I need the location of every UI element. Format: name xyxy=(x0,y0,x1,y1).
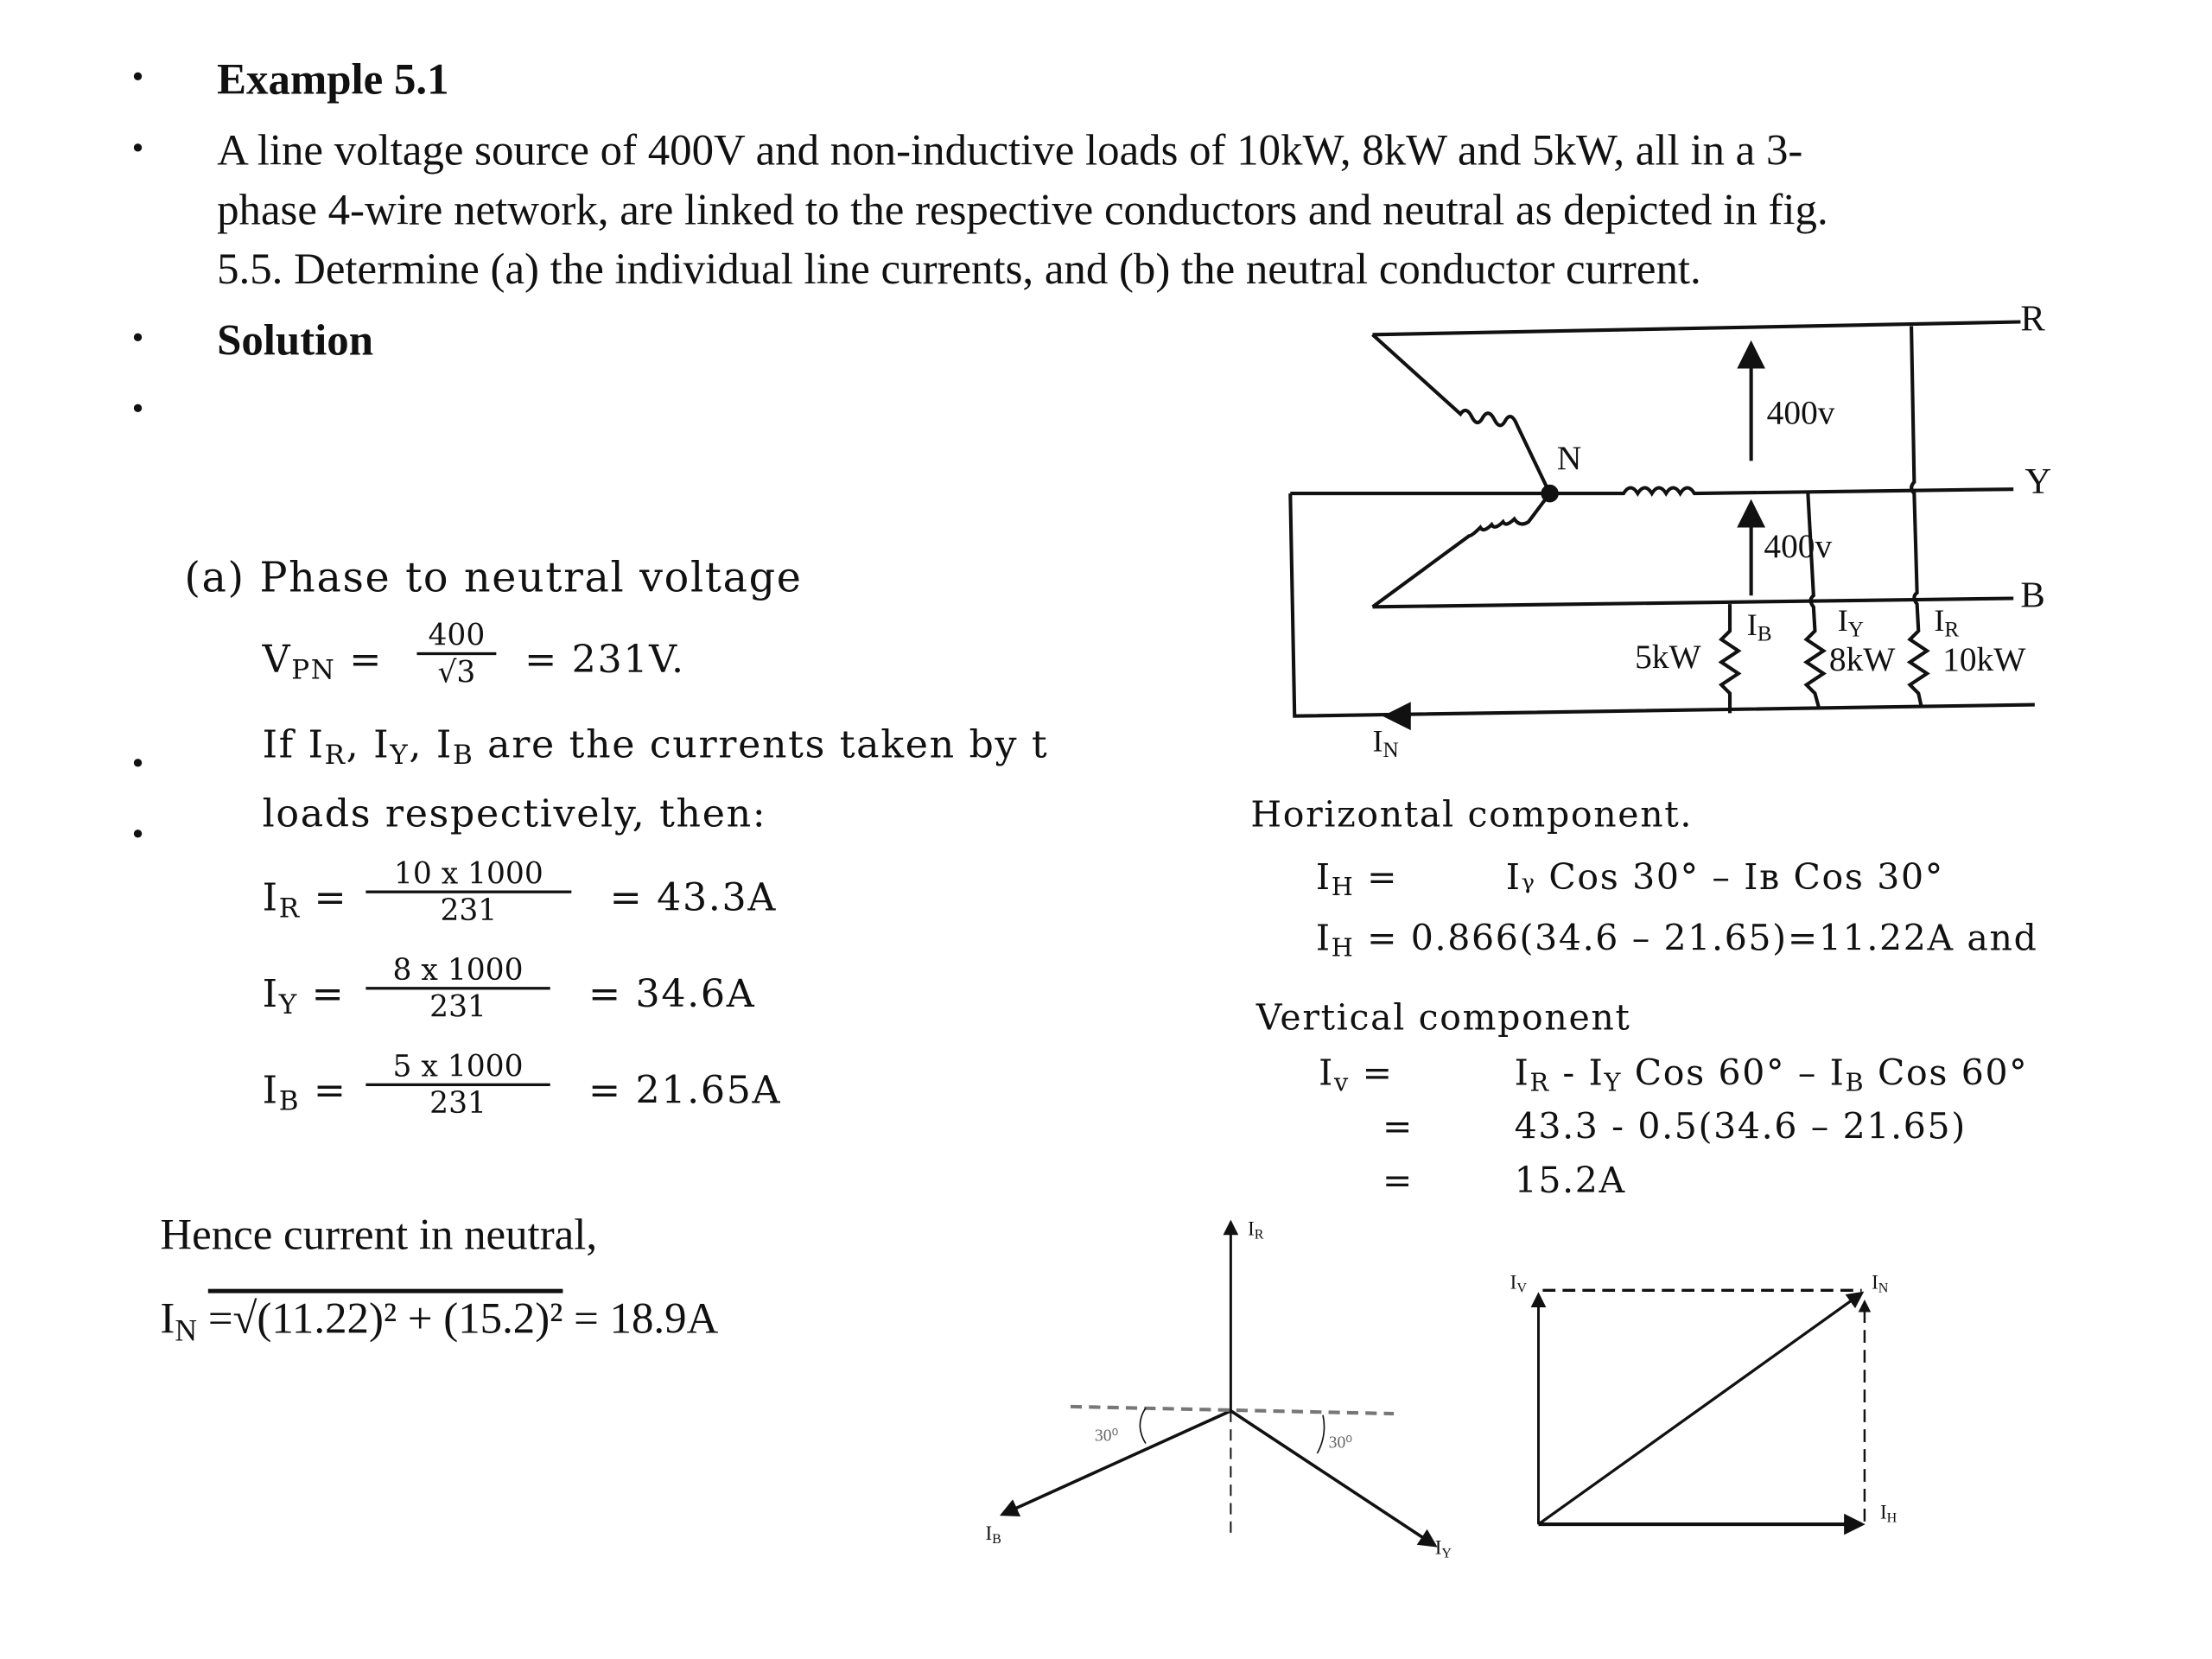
currents-intro: If IR, IY, IB are the currents taken by t xyxy=(262,722,1049,772)
ib-result: = 21.65A xyxy=(588,1069,782,1114)
iv-eq-3: = xyxy=(1382,1160,1414,1201)
label-b: B xyxy=(2020,574,2045,616)
neutral-node xyxy=(1542,486,1556,500)
bullet: • xyxy=(131,817,144,854)
angle-arc-right xyxy=(1317,1415,1324,1453)
angle-arc-left xyxy=(1140,1408,1146,1444)
vector-in xyxy=(1538,1294,1861,1524)
example-title: Example 5.1 xyxy=(217,54,449,104)
line-r xyxy=(1372,322,2020,335)
iy-result: = 34.6A xyxy=(588,972,756,1017)
ih-lhs: IH = xyxy=(1315,856,1399,903)
problem-line-2: phase 4-wire network, are linked to the respective conductors and neutral as depicted in fig. xyxy=(217,184,1828,234)
vpn-fraction: $\frac{400}{√3}$ xyxy=(416,618,496,689)
bullet: • xyxy=(131,746,144,783)
angle-label-right: 30⁰ xyxy=(1328,1432,1353,1452)
part-a-heading: (a) Phase to neutral voltage xyxy=(184,552,803,601)
phasor-label-ir: IR xyxy=(1248,1219,1264,1243)
label-400v-yb: 400v xyxy=(1764,529,1833,566)
vpn-lhs: VPN = xyxy=(262,638,384,686)
label-r: R xyxy=(2020,297,2045,340)
resultant-label-in: IN xyxy=(1872,1273,1889,1297)
bullet: • xyxy=(131,391,144,429)
label-ib: IB xyxy=(1746,607,1772,647)
label-n: N xyxy=(1556,441,1582,479)
load-10kw-resistor xyxy=(1910,326,1927,706)
label-in: IN xyxy=(1372,722,1399,763)
resultant-label-iv: IV xyxy=(1510,1273,1527,1297)
iy-lhs: IY = xyxy=(262,972,346,1021)
iv-expression: IR - IY Cos 60° – IB Cos 60° xyxy=(1514,1052,2029,1098)
label-iy: IY xyxy=(1837,602,1865,643)
resultant-label-ih: IH xyxy=(1879,1503,1897,1527)
label-ir: IR xyxy=(1934,602,1960,643)
neutral-equation: IN =√(11.22)² + (15.2)² = 18.9A xyxy=(160,1293,719,1348)
ib-fraction: $\frac{5 x 1000}{231}$ xyxy=(365,1049,550,1120)
line-y xyxy=(1290,488,2013,494)
bullet: • xyxy=(131,320,144,358)
solution-heading: Solution xyxy=(217,315,374,365)
phasor-label-iy: IY xyxy=(1434,1538,1452,1562)
label-y: Y xyxy=(2024,461,2052,502)
ir-result: = 43.3A xyxy=(609,876,777,921)
label-8kw: 8kW xyxy=(1828,642,1896,680)
iv-lhs: Iv = xyxy=(1319,1052,1394,1098)
iv-step: 43.3 - 0.5(34.6 – 21.65) xyxy=(1514,1105,1967,1147)
currents-intro-line2: loads respectively, then: xyxy=(262,792,767,837)
neutral-label: Hence current in neutral, xyxy=(160,1209,598,1260)
horizontal-heading: Horizontal component. xyxy=(1250,793,1694,836)
iv-result: 15.2A xyxy=(1514,1160,1626,1201)
vpn-result: = 231V. xyxy=(524,638,685,683)
ir-lhs: IR = xyxy=(262,876,348,925)
ir-fraction: $\frac{10 x 1000}{231}$ xyxy=(365,856,571,927)
phasor-iy xyxy=(1230,1411,1434,1546)
ih-expression: Iᵧ Cos 30° – Iʙ Cos 30° xyxy=(1505,856,1944,898)
source-winding-r xyxy=(1372,334,1549,493)
load-5kw-resistor xyxy=(1721,604,1738,713)
label-5kw: 5kW xyxy=(1635,639,1701,677)
bullet: • xyxy=(131,59,144,97)
iy-fraction: $\frac{8 x 1000}{231}$ xyxy=(365,953,550,1024)
label-10kw: 10kW xyxy=(1942,642,2026,680)
label-400v-ry: 400v xyxy=(1766,395,1835,433)
problem-line-3: 5.5. Determine (a) the individual line currents, and (b) the neutral conductor current. xyxy=(217,244,1701,294)
iv-eq-2: = xyxy=(1382,1105,1414,1147)
ib-lhs: IB = xyxy=(262,1069,347,1117)
problem-line-1: A line voltage source of 400V and non-inductive loads of 10kW, 8kW and 5kW, all in a 3- xyxy=(217,124,1803,175)
vertical-heading: Vertical component xyxy=(1255,996,1631,1039)
bullet: • xyxy=(131,130,144,168)
source-winding-b xyxy=(1372,493,1549,607)
phasor-label-ib: IB xyxy=(985,1524,1001,1548)
ih-value: IH = 0.866(34.6 – 21.65)=11.22A and xyxy=(1315,917,2038,963)
angle-label-left: 30⁰ xyxy=(1094,1425,1119,1446)
